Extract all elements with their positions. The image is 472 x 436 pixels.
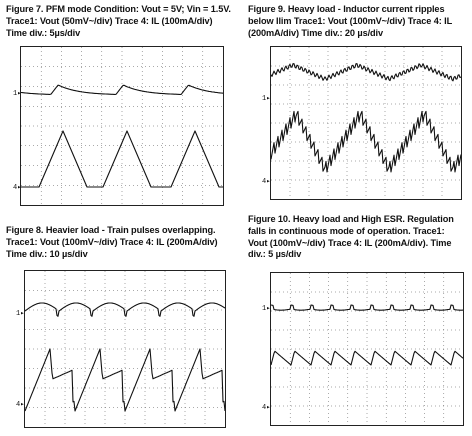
scope-graticule bbox=[271, 273, 463, 425]
trace4-marker: 4▸ bbox=[13, 184, 22, 192]
caption-line: (200mA/div) Time div.: 20 µs/div bbox=[248, 27, 384, 38]
figure-10-caption bbox=[248, 214, 470, 261]
figure-8-caption bbox=[6, 225, 231, 260]
trace1-vout-waveform bbox=[21, 85, 223, 94]
figure-8-oscilloscope-plot bbox=[24, 270, 226, 428]
trace1-marker: 1▸ bbox=[13, 90, 22, 98]
figure-7-oscilloscope-plot bbox=[20, 46, 224, 206]
caption-line: Trace1: Vout (100mV~/div) Trace 4: IL (200mA/div) bbox=[6, 236, 218, 247]
trace1-marker: 1▸ bbox=[262, 305, 271, 313]
figure-10-oscilloscope-plot bbox=[270, 272, 464, 426]
trace1-vout-waveform bbox=[271, 64, 461, 81]
trace1-vout-waveform bbox=[25, 303, 225, 316]
scope-graticule bbox=[25, 271, 225, 427]
caption-line: below Ilim Trace1: Vout (100mV~/div) Trace 4: IL bbox=[248, 15, 453, 26]
trace4-marker: 4▸ bbox=[262, 178, 271, 186]
caption-line: Figure 8. Heavier load - Train pulses overlapping. bbox=[6, 225, 216, 235]
caption-line: Trace1: Vout (50mV~/div) Trace 4: IL (100mA/div) bbox=[6, 15, 213, 26]
trace1-marker: 1▸ bbox=[262, 95, 271, 103]
trace4-marker: 4▸ bbox=[262, 404, 271, 412]
caption-line: falls in continuous mode of operation. Trace1: bbox=[248, 225, 445, 236]
scope-graticule bbox=[21, 47, 223, 205]
scope-graticule bbox=[271, 47, 461, 199]
figure-9-oscilloscope-plot bbox=[270, 46, 462, 200]
caption-line: Time div.: 5µs/div bbox=[6, 27, 81, 38]
figure-9-caption bbox=[248, 4, 470, 39]
trace4-il-waveform bbox=[271, 111, 461, 171]
caption-line: Time div.: 10 µs/div bbox=[6, 248, 88, 259]
caption-line: Figure 9. Heavy load - Inductor current ripples bbox=[248, 4, 445, 14]
trace4-marker: 4▸ bbox=[16, 401, 25, 409]
caption-line: Vout (100mV~/div) Trace 4: IL (200mA/div). Time bbox=[248, 237, 452, 248]
caption-line: Figure 10. Heavy load and High ESR. Regulation bbox=[248, 214, 454, 224]
figure-7-caption bbox=[6, 4, 231, 39]
caption-line: div.: 5 µs/div bbox=[248, 249, 302, 260]
caption-line: Figure 7. PFM mode Condition: Vout = 5V; Vin = 1.5V. bbox=[6, 4, 231, 14]
trace1-marker: 1▸ bbox=[16, 310, 25, 318]
